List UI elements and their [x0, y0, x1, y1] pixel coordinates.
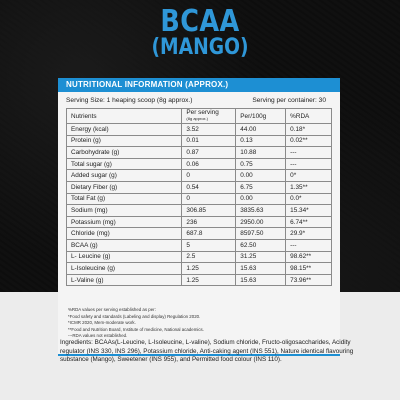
nutrient-name: Dietary Fiber (g)	[67, 181, 182, 193]
per-100g-value: 2950.00	[236, 216, 286, 228]
nutrient-name: L-Valine (g)	[67, 274, 182, 286]
header-nutrients: Nutrients	[67, 109, 182, 124]
per-serving-value: 0	[182, 170, 236, 182]
per-100g-value: 0.00	[236, 170, 286, 182]
rda-value: 73.96**	[286, 274, 332, 286]
header-per-serving	[182, 109, 236, 124]
header-per-serving-label: Per serving	[186, 109, 219, 116]
per-serving-value: 306.85	[182, 205, 236, 217]
header-per-100g: Per/100g	[236, 109, 286, 124]
table-row	[67, 158, 332, 170]
per-serving-value: 0.54	[182, 181, 236, 193]
per-100g-value: 8597.50	[236, 228, 286, 240]
per-serving-value: 1.25	[182, 263, 236, 275]
per-serving-value: 0	[182, 193, 236, 205]
per-serving-value: 0.01	[182, 135, 236, 147]
servings-per-container: Serving per container: 30	[252, 97, 326, 104]
per-100g-value: 6.75	[236, 181, 286, 193]
rda-value: 98.62**	[286, 251, 332, 263]
rda-value: 0.0*	[286, 193, 332, 205]
per-100g-value: 0.75	[236, 158, 286, 170]
product-flavor: (MANGO)	[151, 35, 249, 60]
table-row	[67, 193, 332, 205]
header-per-serving-sub: (8g approx.)	[186, 116, 208, 121]
table-row	[67, 216, 332, 228]
per-serving-value: 5	[182, 239, 236, 251]
footnote: ---RDA values not established.	[68, 333, 128, 339]
per-serving-value: 1.25	[182, 274, 236, 286]
rda-value: 0.02**	[286, 135, 332, 147]
table-row	[67, 124, 332, 136]
nutrient-name: Total sugar (g)	[67, 158, 182, 170]
rda-value: ---	[286, 239, 332, 251]
footnote: **Food and Nutrition Board, Institute of medicine, National academics.	[68, 326, 204, 332]
rda-value: 29.9*	[286, 228, 332, 240]
table-header-row	[67, 109, 332, 124]
per-100g-value: 10.88	[236, 147, 286, 159]
nutrient-name: L- Leucine (g)	[67, 251, 182, 263]
nutrient-name: Energy (kcal)	[67, 124, 182, 136]
table-row	[67, 181, 332, 193]
nutrition-heading: NUTRITIONAL INFORMATION (APPROX.)	[58, 78, 340, 92]
nutrient-name: Protein (g)	[67, 135, 182, 147]
nutrient-name: Added sugar (g)	[67, 170, 182, 182]
per-serving-value: 3.52	[182, 124, 236, 136]
table-row	[67, 274, 332, 286]
table-row	[67, 263, 332, 275]
rda-value: ---	[286, 158, 332, 170]
footnote: *ICMR 2020, Mem-moderate work.	[68, 320, 136, 326]
rda-value: 0*	[286, 170, 332, 182]
per-100g-value: 15.63	[236, 263, 286, 275]
footnote: *Food safety and standards (Labeling and display) Regulation 2020.	[68, 313, 201, 319]
per-serving-value: 687.8	[182, 228, 236, 240]
nutrition-table	[66, 108, 332, 286]
footnote: %RDA values per serving established as per:	[68, 307, 156, 312]
table-row	[67, 251, 332, 263]
per-100g-value: 44.00	[236, 124, 286, 136]
rda-value: 15.34*	[286, 205, 332, 217]
per-serving-value: 0.06	[182, 158, 236, 170]
nutrient-name: Carbohydrate (g)	[67, 147, 182, 159]
nutrition-table-body	[67, 124, 332, 286]
product-title-block	[0, 4, 400, 60]
rda-value: 6.74**	[286, 216, 332, 228]
footnotes	[68, 307, 330, 340]
per-100g-value: 62.50	[236, 239, 286, 251]
serving-info	[66, 95, 332, 106]
table-row	[67, 228, 332, 240]
table-row	[67, 135, 332, 147]
rda-value: 1.35**	[286, 181, 332, 193]
per-100g-value: 0.00	[236, 193, 286, 205]
table-row	[67, 239, 332, 251]
serving-size: Serving Size: 1 heaping scoop (8g approx.)	[66, 97, 193, 104]
per-100g-value: 15.63	[236, 274, 286, 286]
header-rda: %RDA	[286, 109, 332, 124]
rda-value: ---	[286, 147, 332, 159]
table-row	[67, 147, 332, 159]
per-100g-value: 3835.63	[236, 205, 286, 217]
per-serving-value: 236	[182, 216, 236, 228]
rda-value: 0.18*	[286, 124, 332, 136]
rda-value: 98.15**	[286, 263, 332, 275]
nutrient-name: Sodium (mg)	[67, 205, 182, 217]
table-row	[67, 205, 332, 217]
nutrient-name: Potassium (mg)	[67, 216, 182, 228]
per-serving-value: 2.5	[182, 251, 236, 263]
ingredients-text: Ingredients: BCAAs(L-Leucine, L-Isoleucine, L-valine), Sodium chloride, Fructo-oligosaccharides, Acidity regulator (INS 330, INS 296), Potassium chloride, Anti-caking agent (INS 551), Nature identical flavouring substance (Mango), Sweetener (INS 955), and Permitted food colour (INS 110).	[60, 339, 354, 364]
nutrition-panel	[58, 78, 340, 354]
product-title: BCAA	[160, 4, 240, 39]
table-row	[67, 170, 332, 182]
per-100g-value: 31.25	[236, 251, 286, 263]
nutrient-name: BCAA (g)	[67, 239, 182, 251]
per-100g-value: 0.13	[236, 135, 286, 147]
nutrient-name: Total Fat (g)	[67, 193, 182, 205]
nutrient-name: Chloride (mg)	[67, 228, 182, 240]
nutrient-name: L-Isoleucine (g)	[67, 263, 182, 275]
per-serving-value: 0.87	[182, 147, 236, 159]
